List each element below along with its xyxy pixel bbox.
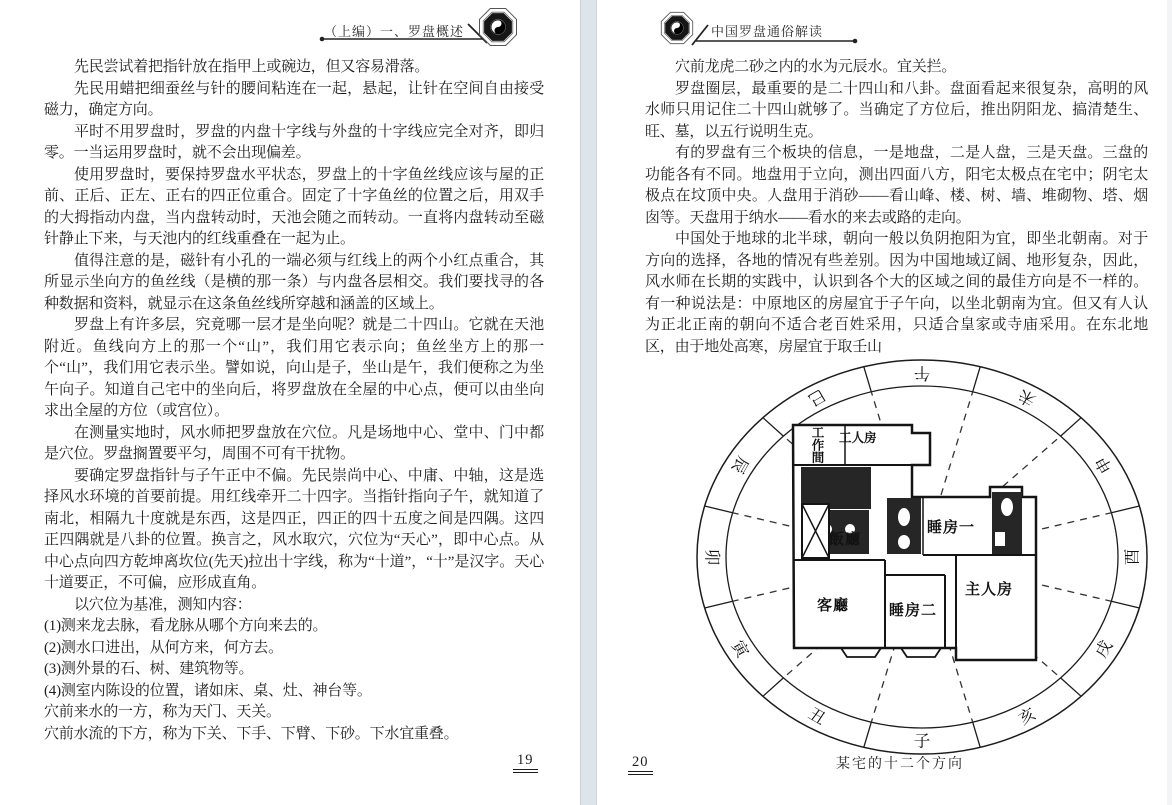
direction-label: 申	[1091, 453, 1117, 477]
page-number-left: 19	[513, 751, 538, 773]
room-label-worker-room: 工人房	[839, 431, 877, 445]
page-edge	[1167, 0, 1172, 805]
direction-label: 亥	[1015, 703, 1039, 729]
list-item: (2)测水口进出，从何方来，何方去。	[44, 639, 283, 656]
right-page-text	[645, 57, 1148, 358]
header-rule-dot	[853, 39, 858, 44]
paragraph: 要确定罗盘指针与子午正中不偏。先民崇尚中心、中庸、中轴，这是选择风水环境的首要前提。用红线牵开二十四字。当指针指向子午，就知道了南北，相隔九十度就是东西，这是四正，四正的四十五度之间是四隅。这四正四隅就是八卦的位置。换言之，风水取穴，穴位为“天心”，即中心点。从中心点向四方乾坤离坎位(先天)拉出十字线，称为“十道”，“十”是汉字。天心十道要正，不可偏，应形成直角。	[44, 467, 544, 591]
direction-label: 卯	[702, 548, 722, 566]
paragraph: 使用罗盘时，要保持罗盘水平状态，罗盘上的十字鱼丝线应该与屋的正前、正后、正左、正右的四正位重合。固定了十字鱼丝的位置之后，用双手的大拇指动内盘，当内盘转动时，天池会随之而转动。一直将内盘转动至磁针静止下来，与天池内的红线重叠在一起为止。	[44, 166, 544, 247]
room-label-master: 主人房	[965, 582, 1014, 598]
balcony-notches	[841, 648, 941, 657]
paragraph: 罗盘圈层，最重要的是二十四山和八卦。盘面看起来很复杂，高明的风水师只用记住二十四山就够了。当确定了方位后，推出阴阳龙、搞清楚生、旺、墓，以五行说明生克。	[645, 80, 1148, 140]
floor-plan	[793, 425, 1036, 660]
list-item: (4)测室内陈设的位置，诸如床、桌、灶、神台等。	[44, 682, 372, 699]
paragraph: 穴前龙虎二砂之内的水为元辰水。宜关拦。	[675, 59, 957, 75]
left-header-title: （上编）一、罗盘概述	[323, 24, 464, 39]
right-header-title: 中国罗盘通俗解读	[711, 24, 824, 39]
book-gutter	[580, 0, 597, 805]
room-label-workroom: 工作間	[810, 426, 824, 464]
compass-floorplan-diagram	[655, 352, 1167, 782]
list-item: (1)测来龙去脉，看龙脉从哪个方向来去的。	[44, 618, 328, 634]
room-label-living: 客廳	[817, 598, 850, 614]
direction-label: 未	[1015, 385, 1039, 411]
list-item: (3)测外景的石、树、建筑物等。	[44, 661, 254, 677]
page-headers	[0, 0, 1172, 58]
left-page-text	[44, 57, 544, 745]
paragraph: 先民用蜡把细蚕丝与针的腰间粘连在一起，悬起，让针在空间自由接受磁力，确定方向。	[44, 80, 544, 118]
direction-label: 辰	[727, 453, 753, 477]
right-page-header	[661, 12, 857, 45]
paragraph: 有的罗盘有三个板块的信息，一是地盘，二是人盘，三是天盘。三盘的功能各有不同。地盘用于立向，测出四面八方，阳宅太极点在宅中；阴宅太极点在坟顶中央。人盘用于消砂——看山峰、楼、树、墙、堆砌物、塔、烟囱等。天盘用于纳水——看水的来去或路的走向。	[645, 145, 1148, 226]
paragraph: 罗盘上有许多层，究竟哪一层才是坐向呢？就是二十四山。它就在天池附近。鱼线向方上的那一个“山”，我们用它表示向；鱼丝坐方上的那一个“山”，我们用它表示坐。譬如说，向山是子，坐山是午，我们便称之为坐午向子。知道自己宅中的坐向后，将罗盘放在全屋的中心点，便可以由坐向求出全屋的方位（或宫位）。	[44, 317, 544, 419]
room-label-bedroom2: 睡房二	[889, 603, 938, 619]
direction-label: 寅	[727, 637, 753, 661]
direction-label: 酉	[1122, 548, 1142, 566]
paragraph: 中国处于地球的北半球，朝向一般以负阴抱阳为宜，即坐北朝南。对于方向的选择，各地的情况有些差别。因为中国地域辽阔、地形复杂，因此，风水师在长期的实践中，认识到各个大的区域之间的最佳方向是不一样的。有一种说法是：中原地区的房屋宜于子午向，以坐北朝南为宜。但又有人认为正北正南的朝向不适合老百姓采用，只适合皇家或寺庙采用。在东北地区，由于地处高寒，房屋宜于取壬山	[645, 231, 1148, 355]
bagua-emblem-icon	[661, 12, 692, 43]
room-label-dining: 飯廳	[829, 532, 862, 548]
page-number-right: 20	[628, 753, 653, 775]
direction-label: 戌	[1091, 637, 1117, 661]
paragraph: 先民尝试着把指针放在指甲上或碗边，但又容易滑落。	[74, 59, 430, 75]
diagram-caption: 某宅的十二个方向	[836, 757, 964, 772]
direction-label: 子	[913, 731, 931, 751]
room-label-bedroom1: 睡房一	[927, 520, 976, 536]
paragraph: 以穴位为基准，测知内容：	[74, 596, 252, 613]
paragraph: 穴前水流的下方，称为下关、下手、下臂、下砂。下水宜重叠。	[44, 725, 459, 742]
header-diagonal	[692, 25, 708, 45]
direction-label: 丑	[805, 703, 829, 729]
paragraph: 值得注意的是，磁针有小孔的一端必须与红线上的两个小红点重合，其所显示坐向方的鱼丝线（是横的那一条）与内盘各层相交。我们要找寻的各种数据和资料，就显示在这条鱼丝线所穿越和涵盖的区域上。	[44, 252, 544, 312]
direction-label: 午	[913, 363, 931, 383]
elevator-shaft	[802, 504, 829, 558]
paragraph: 在测量实地时，风水师把罗盘放在穴位。凡是场地中心、堂中、门中都是穴位。罗盘搁置要平匀，周围不可有干扰物。	[44, 424, 544, 462]
left-page-header	[320, 9, 517, 46]
bagua-emblem-icon	[480, 9, 517, 46]
direction-label: 巳	[805, 385, 829, 411]
paragraph: 平时不用罗盘时，罗盘的内盘十字线与外盘的十字线应完全对齐，即归零。一当运用罗盘时，就不会出现偏差。	[44, 123, 544, 161]
paragraph: 穴前来水的一方，称为天门、天关。	[44, 704, 281, 720]
